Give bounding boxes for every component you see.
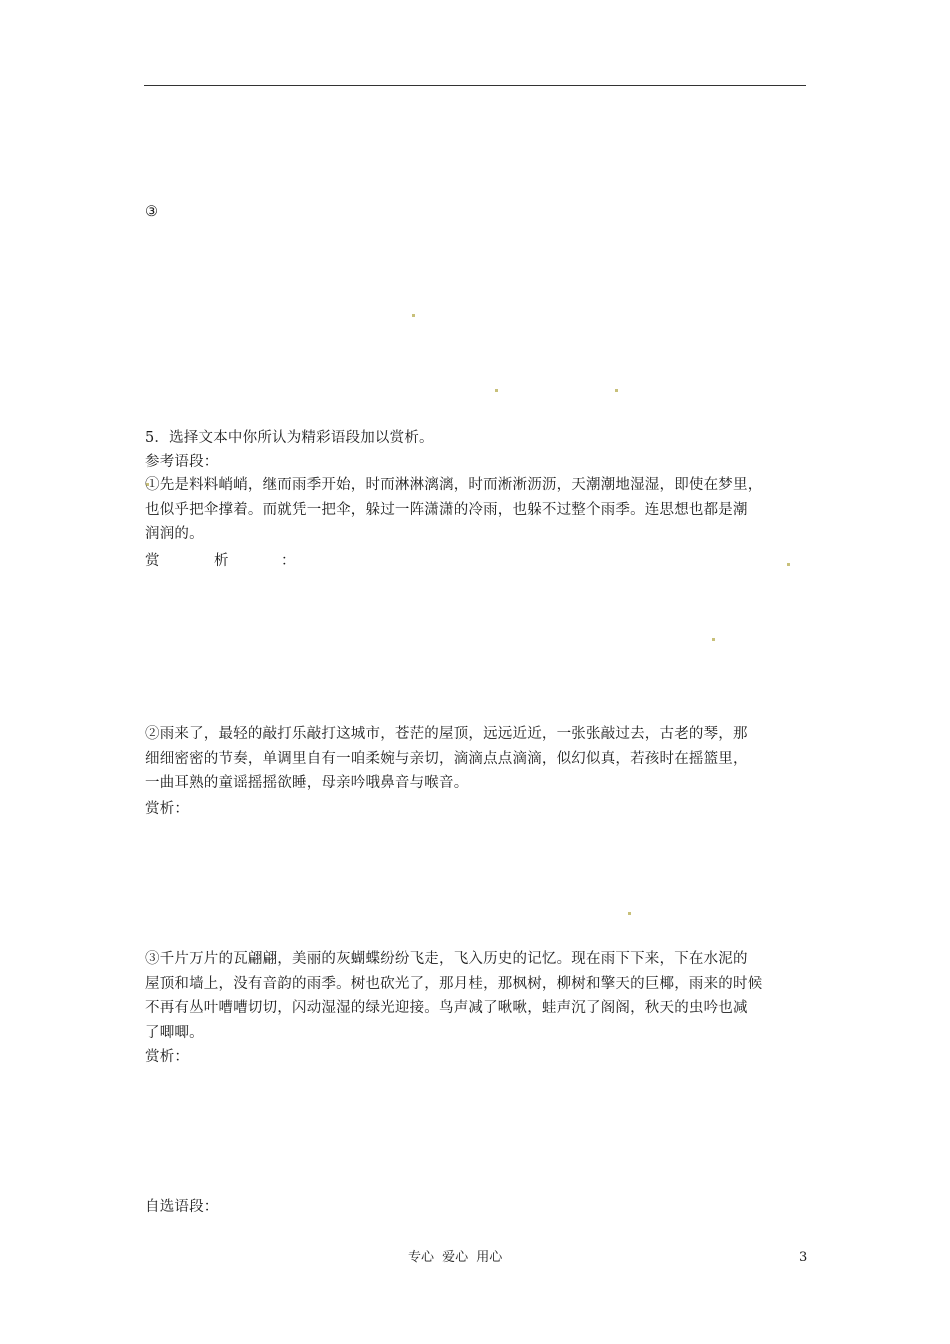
decorative-dot bbox=[495, 389, 498, 392]
self-select-label: 自选语段： bbox=[145, 1199, 219, 1215]
decorative-dot bbox=[787, 563, 790, 566]
analysis-label-3: 赏析： bbox=[145, 1049, 190, 1065]
page-number: 3 bbox=[799, 1250, 808, 1265]
answer-marker-3: ③ bbox=[145, 204, 159, 220]
passage-1-line: ①先是料料峭峭，继而雨季开始，时而淋淋漓漓，时而淅淅沥沥，天潮潮地湿湿，即使在梦里， bbox=[145, 477, 763, 493]
decorative-dot bbox=[712, 638, 715, 641]
analysis-char: 析 bbox=[214, 553, 229, 569]
decorative-dot bbox=[628, 912, 631, 915]
passage-3-line: ③千片万片的瓦翩翩，美丽的灰蝴蝶纷纷飞走，飞入历史的记忆。现在雨下下来，下在水泥的 bbox=[145, 951, 748, 967]
passage-3-line: 屋顶和墙上，没有音韵的雨季。树也砍光了，那月桂，那枫树，柳树和擎天的巨椰，雨来的时候 bbox=[145, 975, 763, 992]
passage-2 bbox=[145, 722, 809, 796]
passage-2-line: 细细密密的节奏，单调里自有一咱柔婉与亲切，滴滴点点滴滴，似幻似真，若孩时在摇篮里， bbox=[145, 750, 748, 767]
analysis-char: 赏 bbox=[145, 553, 160, 569]
analysis-char: ： bbox=[281, 553, 296, 569]
passage-3-line: 不再有丛叶嘈嘈切切，闪动湿湿的绿光迎接。鸟声减了啾啾，蛙声沉了阁阁，秋天的虫吟也减 bbox=[145, 1000, 748, 1016]
decorative-dot bbox=[412, 314, 415, 317]
analysis-label-2: 赏析： bbox=[145, 801, 190, 817]
passage-1-line: 润润的。 bbox=[145, 526, 204, 542]
reference-label: 参考语段： bbox=[145, 454, 219, 470]
passage-3 bbox=[145, 947, 809, 1045]
question-5-prompt: 5．选择文本中你所认为精彩语段加以赏析。 bbox=[145, 430, 434, 446]
passage-1-line: 也似乎把伞撑着。而就凭一把伞，躲过一阵潇潇的冷雨，也躲不过整个雨季。连思想也都是潮 bbox=[145, 501, 748, 518]
decorative-dot bbox=[615, 389, 618, 392]
passage-2-line: 一曲耳熟的童谣摇摇欲睡，母亲吟哦鼻音与喉音。 bbox=[145, 775, 469, 791]
passage-1 bbox=[145, 473, 809, 547]
footer-motto: 专心 爱心 用心 bbox=[408, 1250, 503, 1265]
header-rule bbox=[144, 85, 806, 86]
passage-3-line: 了唧唧。 bbox=[145, 1024, 204, 1041]
passage-2-line: ②雨来了，最轻的敲打乐敲打这城市，苍茫的屋顶，远远近近，一张张敲过去，古老的琴，那 bbox=[145, 726, 748, 742]
